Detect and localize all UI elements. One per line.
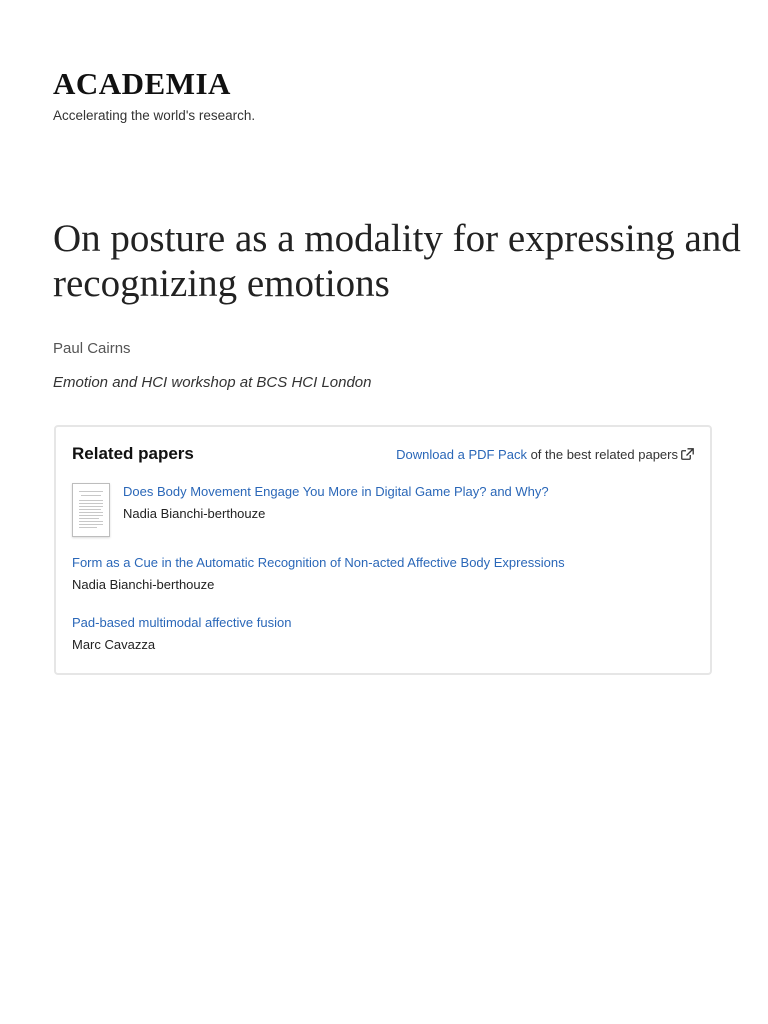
related-papers-heading: Related papers <box>72 444 194 463</box>
related-paper-item <box>72 614 291 653</box>
academia-logo[interactable]: ACADEMIA <box>53 66 231 101</box>
paper-thumbnail[interactable] <box>72 483 110 537</box>
related-paper-title-link[interactable]: Does Body Movement Engage You More in Digital Game Play? and Why? <box>123 484 549 499</box>
related-paper-author: Marc Cavazza <box>72 637 156 652</box>
pdf-pack-line <box>396 446 694 463</box>
related-paper-author: Nadia Bianchi-berthouze <box>72 577 215 592</box>
paper-venue: Emotion and HCI workshop at BCS HCI London <box>53 374 372 391</box>
download-pdf-pack-link[interactable]: Download a PDF Pack <box>396 447 527 462</box>
external-link-icon[interactable] <box>681 448 694 460</box>
related-paper-author: Nadia Bianchi-berthouze <box>123 506 266 521</box>
related-papers-box <box>54 425 712 675</box>
related-paper-title-link[interactable]: Form as a Cue in the Automatic Recognition of Non-acted Affective Body Expressions <box>72 555 565 570</box>
paper-author: Paul Cairns <box>53 340 131 357</box>
related-paper-title-link[interactable]: Pad-based multimodal affective fusion <box>72 615 292 630</box>
paper-title: On posture as a modality for expressing and recognizing emotions <box>53 217 741 305</box>
pdf-pack-suffix: of the best related papers <box>526 447 678 462</box>
tagline: Accelerating the world's research. <box>53 108 256 123</box>
related-paper-item <box>72 554 565 593</box>
related-paper-item <box>123 483 549 522</box>
